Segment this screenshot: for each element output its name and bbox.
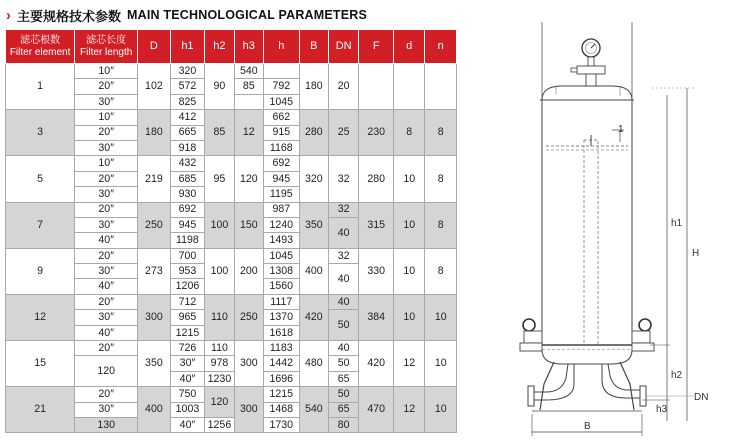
inlet-pipe bbox=[534, 364, 574, 400]
header-DN: DN bbox=[328, 30, 358, 64]
cell-h1: 726 bbox=[170, 341, 205, 356]
cell-filter-count: 12 bbox=[6, 294, 75, 340]
bottom-dome bbox=[542, 350, 632, 364]
cell-n: 8 bbox=[425, 110, 457, 156]
lug-bracket-left bbox=[524, 331, 542, 343]
cell-filter-length: 30″ bbox=[75, 94, 138, 109]
cell-d bbox=[394, 64, 425, 110]
cell-h: 1045 bbox=[263, 94, 299, 109]
cell-h: 915 bbox=[263, 125, 299, 140]
cell-h: 692 bbox=[263, 156, 299, 171]
cell-h2: 100 bbox=[205, 202, 234, 248]
cell-h2: 130 bbox=[75, 417, 138, 432]
cell-h1: 930 bbox=[170, 187, 205, 202]
lifting-lug-right-icon bbox=[639, 319, 651, 331]
header-h3: h3 bbox=[234, 30, 263, 64]
cell-h2: 110 bbox=[205, 294, 234, 340]
cell-DN: 50 bbox=[328, 387, 358, 402]
row-group bbox=[6, 202, 457, 248]
leg-left bbox=[540, 362, 554, 410]
row-group bbox=[6, 387, 457, 433]
cell-h: 1493 bbox=[263, 233, 299, 248]
lug-foot-left bbox=[520, 343, 542, 351]
section-title bbox=[6, 5, 367, 25]
cell-h3: 540 bbox=[234, 64, 263, 79]
cell-D: 273 bbox=[138, 248, 171, 294]
lug-bracket-right bbox=[632, 331, 650, 343]
cell-h: 945 bbox=[263, 171, 299, 186]
cell-h1: 412 bbox=[170, 110, 205, 125]
cell-h2: 90 bbox=[205, 64, 234, 110]
row-group bbox=[6, 156, 457, 202]
cell-F: 420 bbox=[359, 341, 394, 387]
cell-B: 540 bbox=[299, 387, 328, 433]
row-group bbox=[6, 110, 457, 156]
cell-filter-length: 10″ bbox=[75, 156, 138, 171]
header-n: n bbox=[425, 30, 457, 64]
cell-filter-length: 40″ bbox=[170, 417, 205, 432]
cell-B: 180 bbox=[299, 64, 328, 110]
cell-n: 8 bbox=[425, 248, 457, 294]
cell-DN: 80 bbox=[328, 417, 358, 432]
cell-h1: 1230 bbox=[205, 371, 234, 386]
cell-filter-length: 10″ bbox=[75, 110, 138, 125]
cell-h3: 120 bbox=[234, 156, 263, 202]
header-h1: h1 bbox=[170, 30, 205, 64]
cell-h2: 85 bbox=[205, 110, 234, 156]
cell-D: 300 bbox=[138, 294, 171, 340]
cell-h1: 1003 bbox=[170, 402, 205, 417]
lug-foot-right bbox=[632, 343, 654, 351]
valve-handle bbox=[571, 68, 577, 72]
header-F: F bbox=[359, 30, 394, 64]
cell-B: 350 bbox=[299, 202, 328, 248]
cell-filter-length: 40″ bbox=[75, 233, 138, 248]
inlet-flange-icon bbox=[528, 386, 534, 406]
top-dome bbox=[542, 86, 632, 100]
cell-n: 8 bbox=[425, 156, 457, 202]
filter-housing-diagram bbox=[462, 0, 730, 442]
cell-DN: 50 bbox=[328, 310, 358, 341]
cell-filter-count: 15 bbox=[6, 341, 75, 387]
cell-h2: 120 bbox=[75, 356, 138, 387]
cell-h: 1468 bbox=[263, 402, 299, 417]
cell-h3: 250 bbox=[234, 294, 263, 340]
cell-h2: 95 bbox=[205, 156, 234, 202]
cell-h: 1442 bbox=[263, 356, 299, 371]
header-h2: h2 bbox=[205, 30, 234, 64]
cell-filter-length: 20″ bbox=[75, 79, 138, 94]
cell-filter-length: 20″ bbox=[75, 387, 138, 402]
cell-h: 1195 bbox=[263, 187, 299, 202]
cell-h2: 100 bbox=[205, 248, 234, 294]
cell-filter-length: 30″ bbox=[75, 310, 138, 325]
gauge-stem bbox=[588, 57, 594, 66]
cell-h1: 1215 bbox=[170, 325, 205, 340]
cell-d: 12 bbox=[394, 341, 425, 387]
row-group bbox=[6, 341, 457, 387]
cell-filter-count: 21 bbox=[6, 387, 75, 433]
label-h3: h3 bbox=[656, 404, 668, 415]
cell-B: 480 bbox=[299, 341, 328, 387]
header-h: h bbox=[263, 30, 299, 64]
cell-DN: 40 bbox=[328, 294, 358, 309]
cell-h: 1308 bbox=[263, 264, 299, 279]
cell-h1: 825 bbox=[170, 94, 205, 109]
cell-filter-length: 30″ bbox=[75, 187, 138, 202]
cell-h bbox=[263, 64, 299, 79]
cell-filter-length: 20″ bbox=[75, 202, 138, 217]
cell-h1: 1206 bbox=[170, 279, 205, 294]
row-group bbox=[6, 64, 457, 110]
cell-h1: 945 bbox=[170, 217, 205, 232]
label-DN: DN bbox=[694, 392, 709, 403]
cell-h3: 150 bbox=[234, 202, 263, 248]
cell-n: 8 bbox=[425, 202, 457, 248]
cell-filter-count: 9 bbox=[6, 248, 75, 294]
cell-h1: 700 bbox=[170, 248, 205, 263]
cell-B: 320 bbox=[299, 156, 328, 202]
gauge-valve-body bbox=[577, 66, 605, 74]
cell-D: 400 bbox=[138, 387, 171, 433]
cell-F: 315 bbox=[359, 202, 394, 248]
table-header-row bbox=[6, 30, 457, 64]
cell-B: 400 bbox=[299, 248, 328, 294]
cell-d: 10 bbox=[394, 248, 425, 294]
header-D: D bbox=[138, 30, 171, 64]
cell-h3: 12 bbox=[234, 110, 263, 156]
cell-h: 1730 bbox=[263, 417, 299, 432]
cell-h3: 200 bbox=[234, 248, 263, 294]
cell-h1: 965 bbox=[170, 310, 205, 325]
cell-filter-length: 30″ bbox=[75, 217, 138, 232]
cell-filter-count: 3 bbox=[6, 110, 75, 156]
cell-DN: 40 bbox=[328, 217, 358, 248]
cell-DN: 32 bbox=[328, 202, 358, 217]
cell-filter-length: 20″ bbox=[75, 294, 138, 309]
title-english: MAIN TECHNOLOGICAL PARAMETERS bbox=[127, 8, 368, 22]
cell-h: 1560 bbox=[263, 279, 299, 294]
cell-D: 219 bbox=[138, 156, 171, 202]
cell-d: 10 bbox=[394, 294, 425, 340]
cell-DN: 32 bbox=[328, 156, 358, 202]
cell-h: 1045 bbox=[263, 248, 299, 263]
cell-filter-length: 40″ bbox=[75, 279, 138, 294]
vessel-body bbox=[542, 100, 632, 345]
cell-filter-length: 30″ bbox=[75, 402, 138, 417]
cell-B: 420 bbox=[299, 294, 328, 340]
cell-DN: 32 bbox=[328, 248, 358, 263]
cell-d: 10 bbox=[394, 202, 425, 248]
cell-n bbox=[425, 64, 457, 110]
cell-h: 1696 bbox=[263, 371, 299, 386]
table-row bbox=[6, 248, 457, 263]
cell-D: 102 bbox=[138, 64, 171, 110]
cell-D: 180 bbox=[138, 110, 171, 156]
row-group bbox=[6, 294, 457, 340]
lifting-lug-left-icon bbox=[523, 319, 535, 331]
header-filter-length: 滤芯长度 Filter length bbox=[75, 30, 138, 64]
cell-h: 1117 bbox=[263, 294, 299, 309]
cell-filter-count: 5 bbox=[6, 156, 75, 202]
cell-h3: 300 bbox=[234, 387, 263, 433]
cell-n: 10 bbox=[425, 294, 457, 340]
cell-DN: 65 bbox=[328, 402, 358, 417]
cell-d: 12 bbox=[394, 387, 425, 433]
cell-n: 10 bbox=[425, 387, 457, 433]
parameters-table bbox=[5, 29, 457, 433]
cell-D: 350 bbox=[138, 341, 171, 387]
cell-h1: 692 bbox=[170, 202, 205, 217]
label-H: H bbox=[692, 248, 700, 259]
cell-F: 280 bbox=[359, 156, 394, 202]
cell-F: 330 bbox=[359, 248, 394, 294]
cell-DN: 65 bbox=[328, 371, 358, 386]
cell-h: 1215 bbox=[263, 387, 299, 402]
cell-h: 792 bbox=[263, 79, 299, 94]
table-row bbox=[6, 294, 457, 309]
table-row bbox=[6, 64, 457, 79]
cell-h1: 712 bbox=[170, 294, 205, 309]
leg-right bbox=[620, 362, 634, 410]
table-row bbox=[6, 341, 457, 356]
cell-filter-length: 20″ bbox=[75, 171, 138, 186]
cell-h3 bbox=[234, 94, 263, 109]
cell-h3: 300 bbox=[234, 341, 263, 387]
row-group bbox=[6, 248, 457, 294]
table-row bbox=[6, 156, 457, 171]
cell-filter-length: 40″ bbox=[75, 325, 138, 340]
cell-filter-length: 20″ bbox=[75, 248, 138, 263]
cell-h1: 665 bbox=[170, 125, 205, 140]
cell-h: 1183 bbox=[263, 341, 299, 356]
cell-h1: 685 bbox=[170, 171, 205, 186]
cell-DN: 40 bbox=[328, 341, 358, 356]
cell-h2: 110 bbox=[205, 341, 234, 356]
cell-h1: 320 bbox=[170, 64, 205, 79]
label-h1: h1 bbox=[671, 218, 683, 229]
header-d: d bbox=[394, 30, 425, 64]
cell-h1: 1256 bbox=[205, 417, 234, 432]
cell-h1: 750 bbox=[170, 387, 205, 402]
cell-h1: 432 bbox=[170, 156, 205, 171]
label-h2: h2 bbox=[671, 370, 683, 381]
cell-h2: 120 bbox=[205, 387, 234, 418]
cell-h3: 85 bbox=[234, 79, 263, 94]
cell-filter-length: 30″ bbox=[75, 264, 138, 279]
label-B: B bbox=[584, 421, 591, 432]
label-1: 1 bbox=[618, 124, 624, 135]
cell-h1: 953 bbox=[170, 264, 205, 279]
cell-h: 1370 bbox=[263, 310, 299, 325]
cell-F: 384 bbox=[359, 294, 394, 340]
cell-h1: 572 bbox=[170, 79, 205, 94]
chevron-right-icon: › bbox=[6, 6, 11, 24]
gauge-connector bbox=[586, 74, 596, 86]
header-B: B bbox=[299, 30, 328, 64]
cell-h: 987 bbox=[263, 202, 299, 217]
title-chinese: 主要规格技术参数 bbox=[17, 9, 122, 25]
header-filter-element: 滤芯根数 Filter element bbox=[6, 30, 75, 64]
cell-filter-count: 7 bbox=[6, 202, 75, 248]
table-row bbox=[6, 387, 457, 402]
cell-filter-length: 10″ bbox=[75, 64, 138, 79]
cell-d: 8 bbox=[394, 110, 425, 156]
cell-d: 10 bbox=[394, 156, 425, 202]
cell-h: 1240 bbox=[263, 217, 299, 232]
cell-F: 230 bbox=[359, 110, 394, 156]
cell-filter-length: 30″ bbox=[170, 356, 205, 371]
cell-h1: 1198 bbox=[170, 233, 205, 248]
table-row bbox=[6, 110, 457, 125]
cell-h1: 978 bbox=[205, 356, 234, 371]
cell-h: 662 bbox=[263, 110, 299, 125]
cell-F bbox=[359, 64, 394, 110]
cell-filter-length: 20″ bbox=[75, 341, 138, 356]
table-row bbox=[6, 202, 457, 217]
cell-filter-length: 40″ bbox=[170, 371, 205, 386]
cell-D: 250 bbox=[138, 202, 171, 248]
cell-F: 470 bbox=[359, 387, 394, 433]
cell-B: 280 bbox=[299, 110, 328, 156]
cell-filter-length: 30″ bbox=[75, 140, 138, 155]
outlet-flange-icon bbox=[640, 386, 646, 406]
cell-h: 1618 bbox=[263, 325, 299, 340]
cell-n: 10 bbox=[425, 341, 457, 387]
outlet-pipe bbox=[602, 364, 640, 398]
cell-DN: 40 bbox=[328, 264, 358, 295]
cell-h1: 918 bbox=[170, 140, 205, 155]
cell-filter-count: 1 bbox=[6, 64, 75, 110]
cell-DN: 25 bbox=[328, 110, 358, 156]
cell-filter-length: 20″ bbox=[75, 125, 138, 140]
cell-DN: 20 bbox=[328, 64, 358, 110]
cell-DN: 50 bbox=[328, 356, 358, 371]
cell-h: 1168 bbox=[263, 140, 299, 155]
